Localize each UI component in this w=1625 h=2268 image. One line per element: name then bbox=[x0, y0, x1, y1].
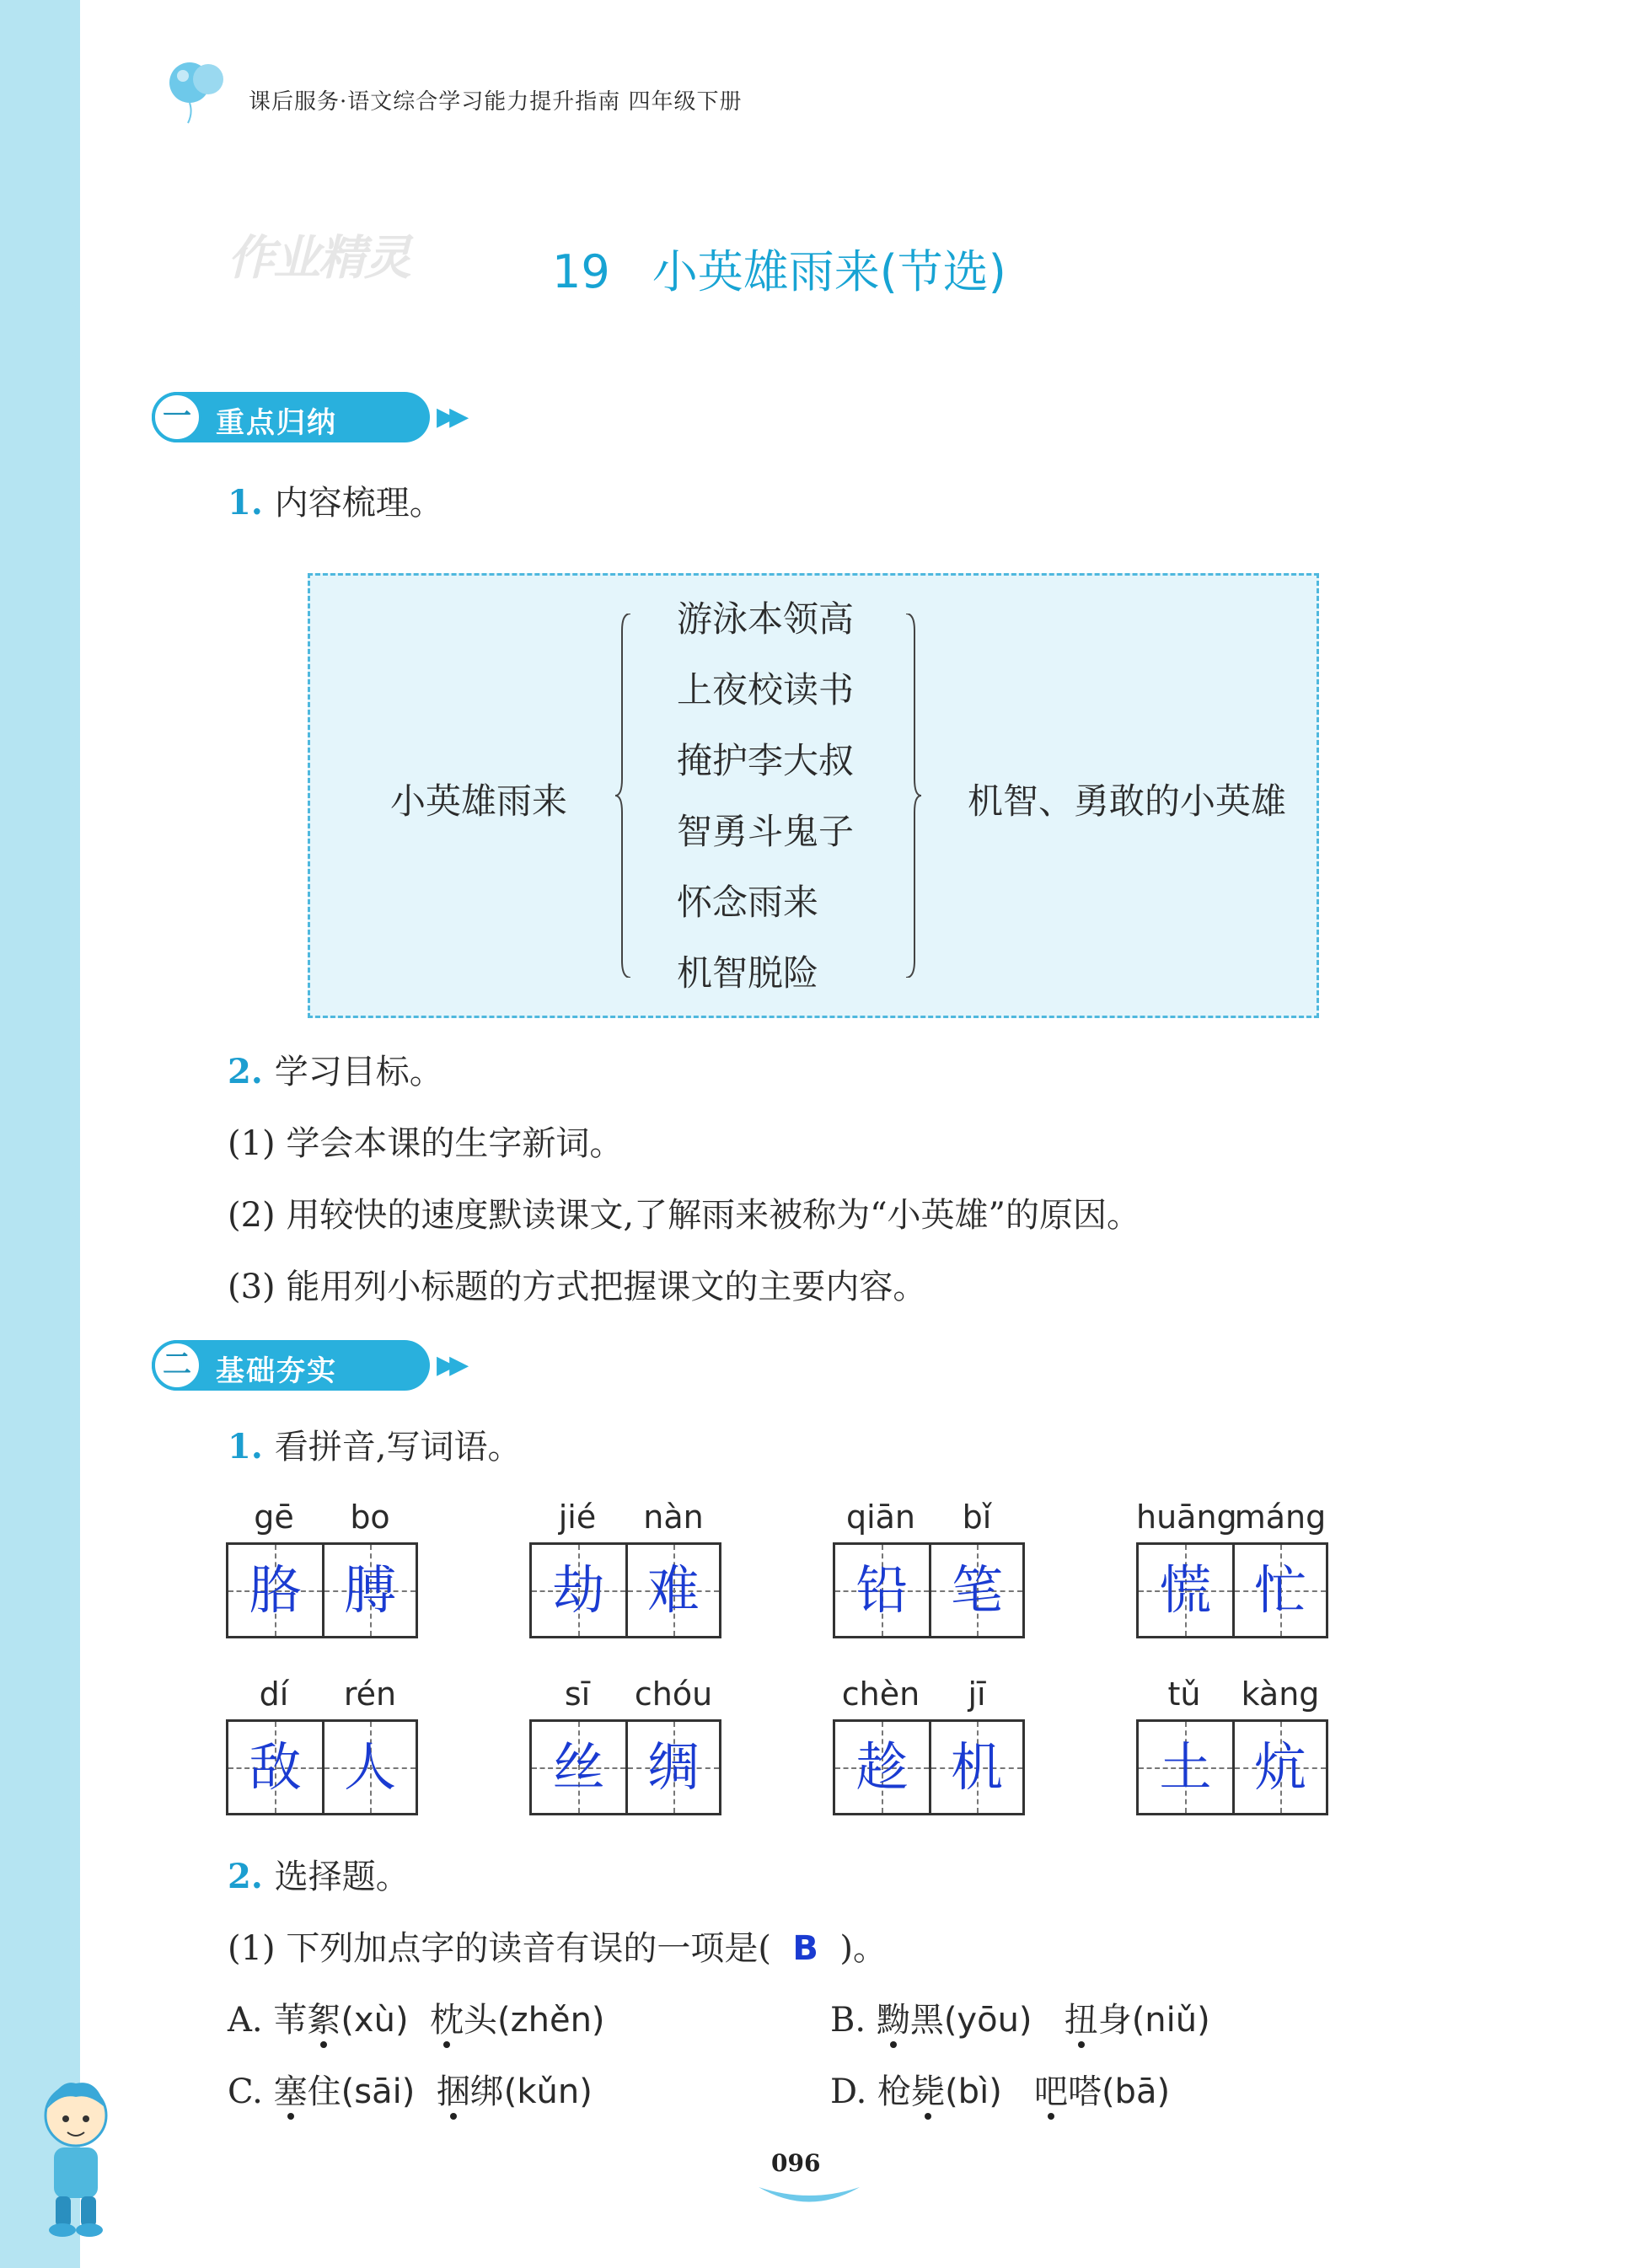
dotted-char: 扭 bbox=[1064, 2001, 1098, 2040]
question-text: 内容梳理。 bbox=[274, 484, 443, 523]
pinyin: (niǔ) bbox=[1131, 2001, 1210, 2040]
question-text: 看拼音,写词语。 bbox=[274, 1428, 522, 1466]
dotted-char: 捆 bbox=[436, 2072, 470, 2111]
char: 黑 bbox=[909, 2001, 944, 2040]
choice-question-1 bbox=[228, 1922, 887, 1970]
pinyin: gē bbox=[254, 1499, 294, 1536]
hanzi-answer: 人 bbox=[343, 1736, 396, 1798]
pinyin: (bā) bbox=[1101, 2072, 1171, 2111]
summary-item: 机智脱险 bbox=[677, 952, 819, 994]
goal-1: (1) 学会本课的生字新词。 bbox=[228, 1124, 624, 1163]
hanzi-answer: 慌 bbox=[1159, 1559, 1212, 1621]
char: 枪 bbox=[877, 2072, 912, 2111]
question-number: 2. bbox=[228, 1857, 263, 1896]
word-item bbox=[529, 1676, 721, 1815]
pinyin: bo bbox=[350, 1499, 390, 1536]
pinyin: tǔ bbox=[1167, 1676, 1201, 1713]
balloons-icon bbox=[164, 57, 232, 125]
pinyin: bǐ bbox=[962, 1499, 992, 1536]
tian-grid bbox=[1136, 1719, 1328, 1815]
dotted-char: 絮 bbox=[307, 2001, 341, 2040]
hanzi-answer: 劫 bbox=[552, 1559, 605, 1621]
option-label: C. bbox=[228, 2072, 263, 2111]
question-text: 学习目标。 bbox=[274, 1053, 443, 1091]
pinyin: qiān bbox=[845, 1499, 916, 1536]
hanzi-answer: 丝 bbox=[552, 1736, 605, 1798]
hanzi-answer: 绸 bbox=[646, 1736, 700, 1798]
hanzi-answer: 趁 bbox=[855, 1736, 909, 1798]
header-text: 课后服务·语文综合学习能力提升指南 四年级下册 bbox=[249, 89, 743, 115]
goal-3: (3) 能用列小标题的方式把握课文的主要内容。 bbox=[228, 1268, 927, 1306]
watermark-logo: 作业精灵 bbox=[228, 231, 410, 286]
summary-item: 掩护李大叔 bbox=[677, 740, 855, 781]
tian-grid bbox=[529, 1719, 721, 1815]
lesson-title-text: 小英雄雨来(节选) bbox=[652, 245, 1006, 298]
char: 身 bbox=[1097, 2001, 1132, 2040]
summary-center: 小英雄雨来 bbox=[390, 780, 568, 822]
char: 嗒 bbox=[1067, 2072, 1102, 2111]
summary-conclusion: 机智、勇敢的小英雄 bbox=[968, 780, 1287, 822]
word-item bbox=[226, 1676, 418, 1815]
summary-item: 上夜校读书 bbox=[677, 669, 855, 710]
question-prompt: (1) 下列加点字的读音有误的一项是( bbox=[228, 1929, 771, 1968]
question-1-1 bbox=[228, 476, 443, 524]
pinyin: (yōu) bbox=[943, 2001, 1032, 2040]
hanzi-answer: 膊 bbox=[343, 1559, 396, 1621]
summary-item: 怀念雨来 bbox=[677, 882, 819, 923]
word-item bbox=[1136, 1676, 1328, 1815]
pinyin: (kǔn) bbox=[503, 2072, 593, 2111]
question-number: 2. bbox=[228, 1052, 263, 1091]
tian-grid bbox=[1136, 1542, 1328, 1638]
pinyin: sī bbox=[564, 1676, 591, 1713]
hanzi-answer: 土 bbox=[1159, 1736, 1212, 1798]
summary-item: 智勇斗鬼子 bbox=[677, 811, 855, 852]
right-brace-icon bbox=[904, 614, 921, 978]
double-arrow-icon: ▶▶ bbox=[437, 1350, 463, 1380]
pinyin: jī bbox=[968, 1676, 986, 1713]
pinyin: máng bbox=[1234, 1499, 1327, 1536]
question-text: 选择题。 bbox=[274, 1858, 410, 1896]
option-a bbox=[228, 1993, 605, 2041]
pinyin: huāng bbox=[1136, 1499, 1237, 1536]
section-label-2: 基础夯实 bbox=[216, 1354, 337, 1388]
tian-grid bbox=[226, 1542, 418, 1638]
hanzi-answer: 机 bbox=[950, 1736, 1003, 1798]
goal-2: (2) 用较快的速度默读课文,了解雨来被称为“小英雄”的原因。 bbox=[228, 1196, 1140, 1235]
pinyin: (xù) bbox=[341, 2001, 409, 2040]
tian-grid bbox=[529, 1542, 721, 1638]
char: 苇 bbox=[273, 2001, 308, 2040]
left-scalloped-edge bbox=[67, 0, 93, 2268]
page-swoosh-icon bbox=[754, 2183, 864, 2208]
hanzi-answer: 忙 bbox=[1253, 1559, 1306, 1621]
tian-grid bbox=[833, 1542, 1025, 1638]
pinyin: chèn bbox=[841, 1676, 920, 1713]
page-number: 096 bbox=[771, 2149, 821, 2177]
lesson-number: 19 bbox=[552, 245, 610, 298]
hanzi-answer: 难 bbox=[646, 1559, 700, 1621]
question-number: 1. bbox=[228, 1427, 263, 1466]
option-b bbox=[830, 1993, 1210, 2041]
hanzi-answer: 铅 bbox=[855, 1559, 909, 1621]
hanzi-answer: 胳 bbox=[249, 1559, 302, 1621]
pinyin: chóu bbox=[634, 1676, 713, 1713]
section-number-2: 二 bbox=[152, 1340, 202, 1391]
char: 住 bbox=[307, 2072, 341, 2111]
dotted-char: 黝 bbox=[876, 2001, 910, 2040]
pinyin: jié bbox=[558, 1499, 597, 1536]
hanzi-answer: 炕 bbox=[1253, 1736, 1306, 1798]
word-item bbox=[833, 1676, 1025, 1815]
hanzi-answer: 笔 bbox=[950, 1559, 1003, 1621]
content-summary-box bbox=[308, 573, 1319, 1018]
question-2-2 bbox=[228, 1850, 410, 1898]
pinyin: (sāi) bbox=[341, 2072, 416, 2111]
question-1-2 bbox=[228, 1045, 443, 1093]
pinyin: rén bbox=[343, 1676, 397, 1713]
pinyin: nàn bbox=[643, 1499, 704, 1536]
section-label-1: 重点归纳 bbox=[216, 406, 337, 440]
option-label: A. bbox=[228, 2001, 263, 2040]
option-c bbox=[228, 2065, 593, 2113]
left-brace-icon bbox=[615, 614, 632, 978]
dotted-char: 毙 bbox=[911, 2072, 946, 2111]
option-label: D. bbox=[830, 2072, 867, 2111]
question-2-1 bbox=[228, 1420, 521, 1468]
cartoon-child-icon bbox=[25, 2073, 126, 2242]
word-item bbox=[529, 1499, 721, 1638]
dotted-char: 塞 bbox=[273, 2072, 308, 2111]
option-d bbox=[830, 2065, 1170, 2113]
question-suffix: )。 bbox=[839, 1929, 887, 1968]
char: 绑 bbox=[469, 2072, 504, 2111]
section-header-1 bbox=[152, 392, 463, 442]
answer-choice: B bbox=[792, 1929, 818, 1968]
word-item bbox=[226, 1499, 418, 1638]
summary-list bbox=[677, 592, 854, 1017]
lesson-title bbox=[552, 236, 1006, 301]
word-item bbox=[1136, 1499, 1328, 1638]
hanzi-answer: 敌 bbox=[249, 1736, 302, 1798]
dotted-char: 吧 bbox=[1033, 2072, 1068, 2111]
pinyin: (bì) bbox=[945, 2072, 1002, 2111]
tian-grid bbox=[833, 1719, 1025, 1815]
word-item bbox=[833, 1499, 1025, 1638]
tian-grid bbox=[226, 1719, 418, 1815]
dotted-char: 枕 bbox=[430, 2001, 464, 2040]
section-number-1: 一 bbox=[152, 392, 202, 442]
pinyin: kàng bbox=[1241, 1676, 1320, 1713]
question-number: 1. bbox=[228, 483, 263, 523]
section-header-2 bbox=[152, 1340, 463, 1391]
double-arrow-icon: ▶▶ bbox=[437, 402, 463, 432]
char: 头 bbox=[464, 2001, 497, 2040]
pinyin: (zhěn) bbox=[497, 2001, 605, 2040]
pinyin: dí bbox=[259, 1676, 289, 1713]
option-label: B. bbox=[830, 2001, 866, 2040]
summary-item: 游泳本领高 bbox=[677, 598, 855, 640]
